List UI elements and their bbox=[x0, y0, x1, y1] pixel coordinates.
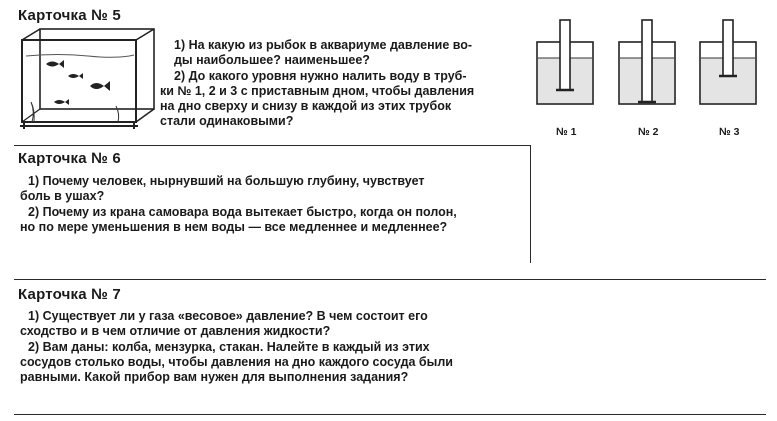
card7-question1-line2: сходство и в чем отличие от давления жидкости? bbox=[20, 324, 331, 338]
card5-question2-line4: стали одинаковыми? bbox=[160, 114, 294, 128]
card6-question1-line1: 1) Почему человек, нырнувший на большую глубину, чувствует bbox=[28, 174, 425, 188]
card6-title: Карточка № 6 bbox=[18, 150, 121, 167]
card5-question2-line2: ки № 1, 2 и 3 с приставным дном, чтобы давления bbox=[160, 84, 475, 98]
card5-question2-line1: 2) До какого уровня нужно налить воду в труб- bbox=[174, 69, 467, 83]
fish-icon bbox=[68, 73, 83, 79]
tube-vessel-3 bbox=[695, 18, 761, 108]
tube-label-3: № 3 bbox=[719, 126, 740, 138]
card-divider bbox=[14, 145, 530, 146]
card7-question2-line2: сосудов столько воды, чтобы давления на дно каждого сосуда были bbox=[20, 355, 453, 369]
card6-question1-line2: боль в ушах? bbox=[20, 189, 105, 203]
card-divider bbox=[14, 279, 766, 280]
card5-question1-line1: 1) На какую из рыбок в аквариуме давление во- bbox=[174, 38, 473, 52]
aquarium-illustration bbox=[18, 26, 158, 130]
card6-question2-line2: но по мере уменьшения в нем воды — все медленнее и медленнее? bbox=[20, 220, 448, 234]
card7-question2-line1: 2) Вам даны: колба, мензурка, стакан. Налейте в каждый из этих bbox=[28, 340, 430, 354]
tube-label-1: № 1 bbox=[556, 126, 577, 138]
card-divider-vertical bbox=[530, 145, 531, 263]
fish-icon bbox=[90, 81, 110, 91]
card5-question1-line2: ды наибольшее? наименьшее? bbox=[174, 53, 370, 67]
tube-label-2: № 2 bbox=[638, 126, 659, 138]
card7-question2-line3: равными. Какой прибор вам нужен для выполнения задания? bbox=[20, 370, 409, 384]
card6-question2-line1: 2) Почему из крана самовара вода вытекает быстро, когда он полон, bbox=[28, 205, 457, 219]
card7-question1-line1: 1) Существует ли у газа «весовое» давление? В чем состоит его bbox=[28, 309, 428, 323]
card5-question2-line3: на дно сверху и снизу в каждой из этих трубок bbox=[160, 99, 452, 113]
fish-icon bbox=[46, 60, 64, 68]
card5-title: Карточка № 5 bbox=[18, 7, 121, 24]
tube-vessel-1 bbox=[532, 18, 598, 108]
fish-icon bbox=[54, 99, 69, 105]
tube-vessel-2 bbox=[614, 18, 680, 108]
card-divider bbox=[14, 414, 766, 415]
card7-title: Карточка № 7 bbox=[18, 286, 121, 303]
